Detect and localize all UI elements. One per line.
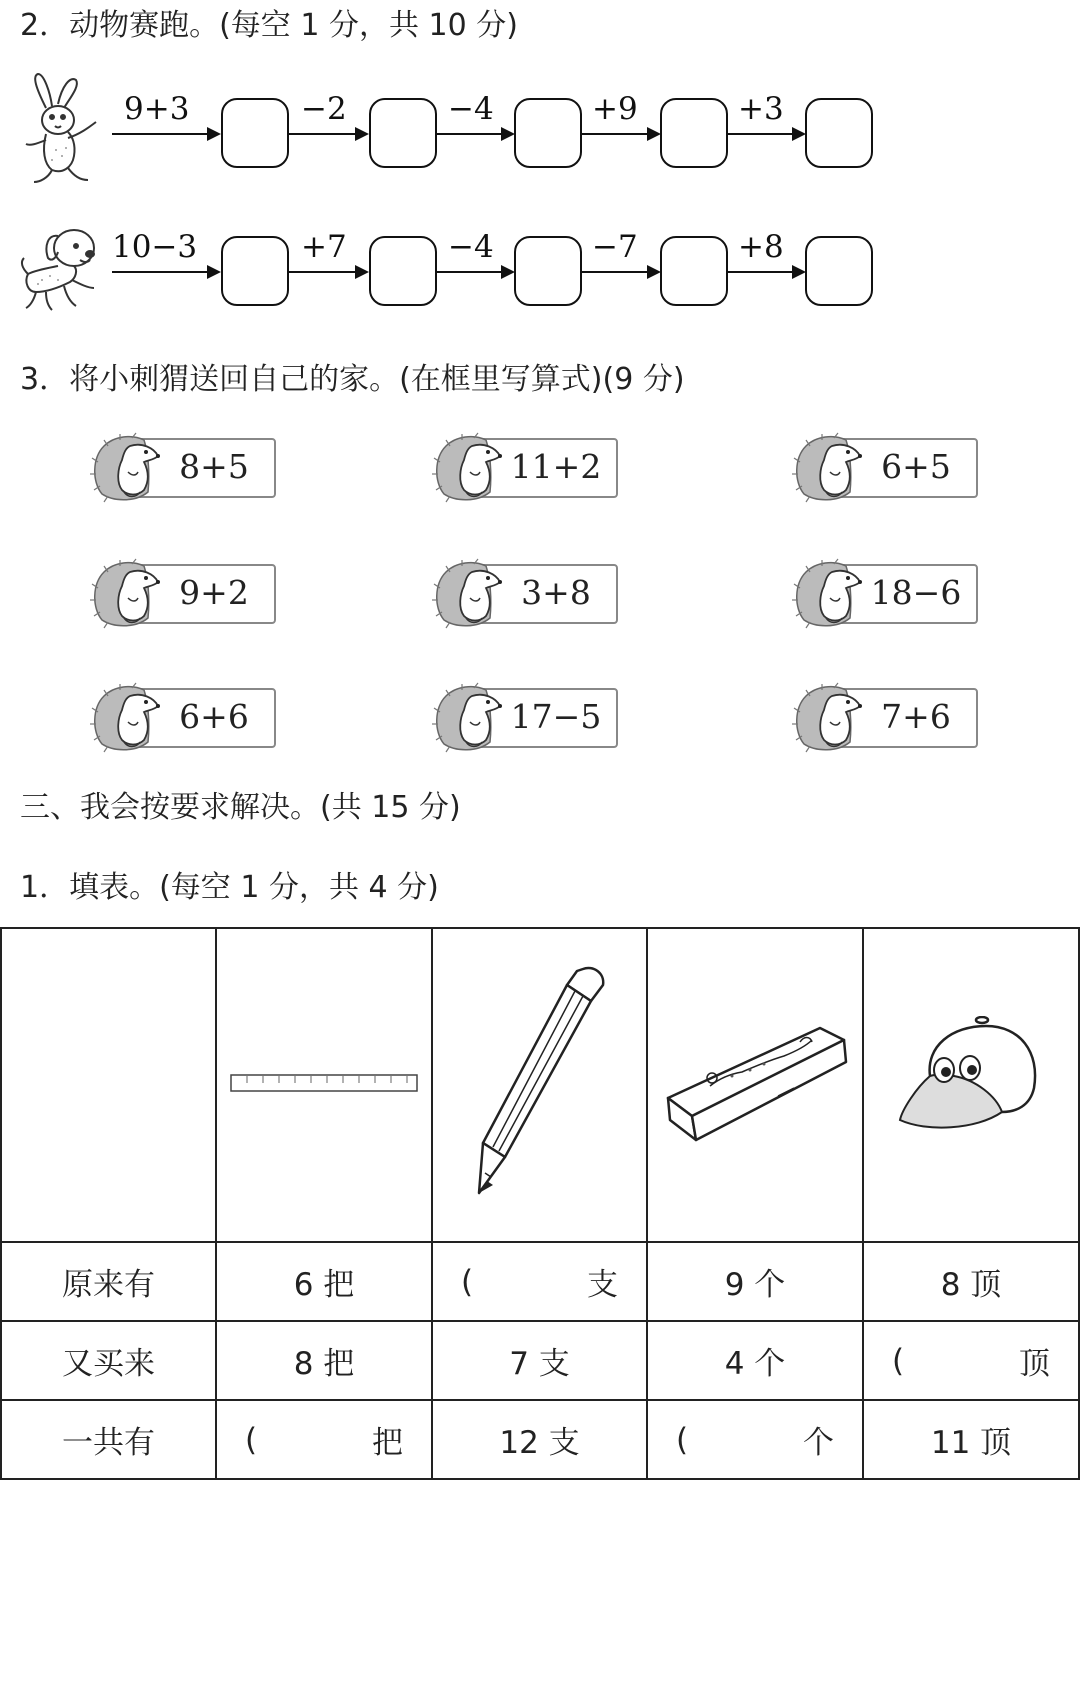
table-cell: 7 支 [432,1321,647,1400]
card-expression: 6+6 [179,697,249,736]
pencil-cell [432,928,647,1242]
hedgehog-card[interactable] [88,682,278,752]
arrow-head [501,265,515,279]
dog-chain [0,208,1080,308]
card-expression: 17−5 [510,697,602,736]
card-expression: 7+6 [881,697,951,736]
answer-box[interactable] [369,236,437,306]
blank-open: ( [676,1421,689,1458]
card-expression: 6+5 [881,447,951,486]
section-3-heading: 3．将小刺猬送回自己的家。(在框里写算式)(9 分) [20,362,685,397]
answer-box[interactable] [221,98,289,168]
rabbit-chain [0,70,1080,170]
blank-unit: 把 [372,1425,403,1461]
answer-box[interactable] [221,236,289,306]
hedgehog-icon [430,682,510,754]
card-expression: 8+5 [179,447,249,486]
arrow [728,271,794,273]
table-cell: 12 支 [432,1400,647,1479]
hedgehog-card[interactable] [790,432,980,502]
fill-table [0,927,1080,1480]
dog-op-2: +7 [301,229,347,265]
table-cell: 4 个 [647,1321,863,1400]
dog-op-3: −4 [448,229,494,265]
arrow-head [647,127,661,141]
card-expression: 11+2 [510,447,602,486]
arrow [289,133,357,135]
section-2-heading: 2．动物赛跑。(每空 1 分，共 10 分) [20,8,518,43]
hedgehog-card[interactable] [430,558,620,628]
arrow [289,271,357,273]
hedgehog-icon [88,432,168,504]
hedgehog-icon [790,432,870,504]
arrow-head [207,265,221,279]
blank-cell[interactable] [647,1400,863,1479]
blank-cell[interactable] [432,1242,647,1321]
answer-box[interactable] [660,98,728,168]
arrow [728,133,794,135]
answer-box[interactable] [514,236,582,306]
answer-box[interactable] [514,98,582,168]
arrow-head [207,127,221,141]
row-label: 一共有 [1,1400,216,1479]
blank-cell[interactable] [216,1400,432,1479]
arrow-head [501,127,515,141]
hedgehog-icon [790,558,870,630]
hedgehog-card[interactable] [430,682,620,752]
row-label: 原来有 [1,1242,216,1321]
arrow-head [355,265,369,279]
dog-op-1: 10−3 [112,229,198,265]
table-row [1,1400,1079,1479]
hedgehog-card[interactable] [88,558,278,628]
table-heading: 1．填表。(每空 1 分，共 4 分) [20,870,439,905]
blank-unit: 顶 [1019,1346,1050,1382]
arrow [112,271,209,273]
blank-open: ( [245,1421,258,1458]
arrow [437,133,503,135]
table-row [1,1321,1079,1400]
hedgehog-icon [88,682,168,754]
rabbit-op-2: −2 [301,91,347,127]
hedgehog-card[interactable] [88,432,278,502]
pencil-case-icon [660,1016,850,1146]
dog-op-4: −7 [592,229,638,265]
blank-unit: 支 [587,1267,618,1303]
hedgehog-card[interactable] [790,682,980,752]
arrow-head [792,127,806,141]
hedgehog-card[interactable] [430,432,620,502]
table-cell: 9 个 [647,1242,863,1321]
arrow [112,133,209,135]
hedgehog-card[interactable] [790,558,980,628]
table-cell: 6 把 [216,1242,432,1321]
picture-row [1,928,1079,1242]
arrow-head [355,127,369,141]
card-expression: 9+2 [179,573,249,612]
table-cell: 8 顶 [863,1242,1079,1321]
answer-box[interactable] [805,236,873,306]
arrow-head [792,265,806,279]
rabbit-icon [22,72,106,190]
ruler-icon [229,1071,419,1095]
hedgehog-icon [430,432,510,504]
rabbit-op-4: +9 [592,91,638,127]
arrow [582,271,649,273]
blank-cell[interactable] [863,1321,1079,1400]
arrow [437,271,503,273]
table-row [1,1242,1079,1321]
blank-open: ( [892,1342,905,1379]
blank-unit: 个 [803,1425,834,1461]
answer-box[interactable] [660,236,728,306]
pencil-icon [465,961,615,1201]
dog-icon [18,222,106,314]
table-cell: 8 把 [216,1321,432,1400]
blank-open: ( [461,1263,474,1300]
ruler-cell [216,928,432,1242]
card-expression: 18−6 [870,573,962,612]
answer-box[interactable] [805,98,873,168]
pencil-case-cell [647,928,863,1242]
rabbit-op-5: +3 [738,91,784,127]
rabbit-op-1: 9+3 [124,91,190,127]
row-label: 又买来 [1,1321,216,1400]
hedgehog-icon [430,558,510,630]
cap-cell [863,928,1079,1242]
answer-box[interactable] [369,98,437,168]
part-3-heading: 三、我会按要求解决。(共 15 分) [20,790,461,825]
arrow [582,133,649,135]
cap-icon [896,1016,1046,1146]
dog-op-5: +8 [738,229,784,265]
arrow-head [647,265,661,279]
card-expression: 3+8 [521,573,591,612]
table-cell: 11 顶 [863,1400,1079,1479]
rabbit-op-3: −4 [448,91,494,127]
hedgehog-icon [88,558,168,630]
corner-cell [1,928,216,1242]
hedgehog-icon [790,682,870,754]
